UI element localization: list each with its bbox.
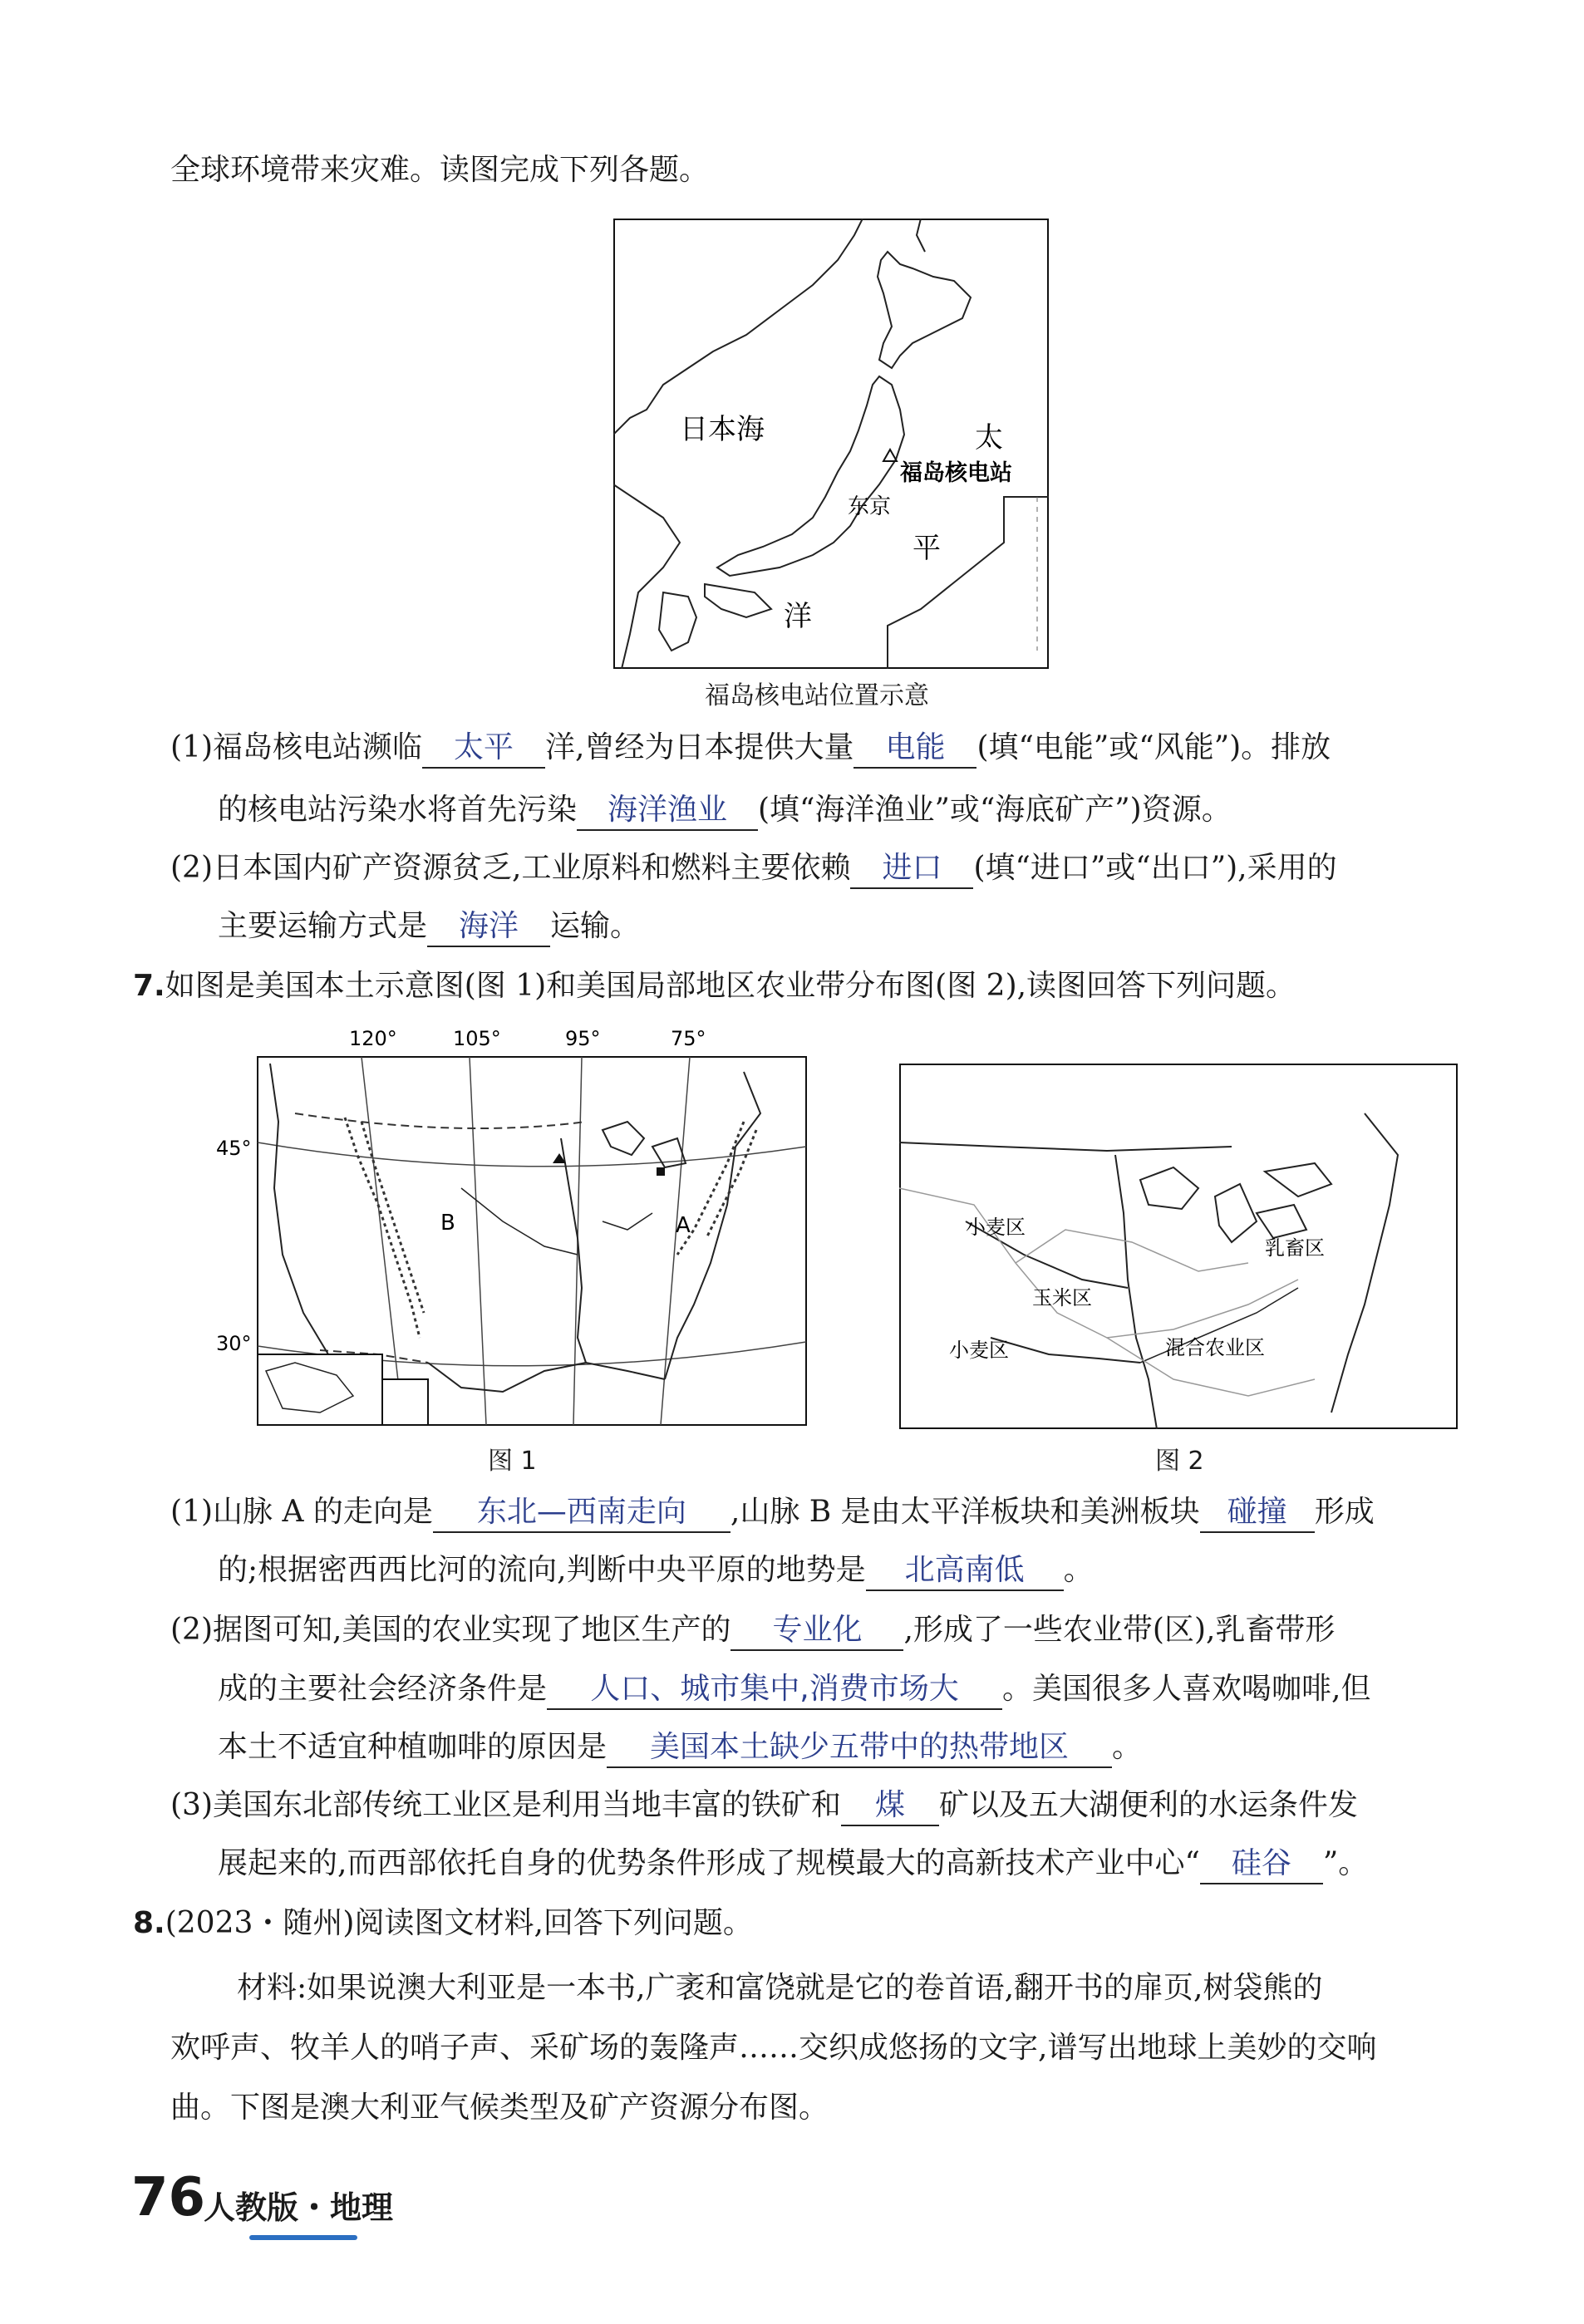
japan-map <box>613 219 1049 669</box>
zone-label: 混合农业区 <box>1165 1336 1265 1359</box>
q7-part1-line1: (1)山脉 A 的走向是 东北—西南走向 ,山脉 B 是由太平洋板块和美洲板块 碰撞 形成 <box>170 1491 1375 1533</box>
intro-line: 全球环境带来灾难。读图完成下列各题。 <box>170 153 710 187</box>
usa-map-fig1 <box>212 1022 810 1429</box>
answer-blank: 海洋渔业 <box>577 791 758 831</box>
lon-label: 95° <box>565 1027 601 1050</box>
q7-part3-line1: (3)美国东北部传统工业区是利用当地丰富的铁矿和 煤 矿以及五大湖便利的水运条件发 <box>170 1785 1358 1826</box>
q7-part2-line1: (2)据图可知,美国的农业实现了地区生产的 专业化 ,形成了一些农业带(区),乳畜带形 <box>170 1609 1335 1651</box>
q7-part2-line3: 本土不适宜种植咖啡的原因是 美国本土缺少五带中的热带地区 。 <box>218 1727 1142 1768</box>
lat-label: 30° <box>216 1332 252 1355</box>
lon-label: 105° <box>453 1027 501 1050</box>
answer-blank: 专业化 <box>731 1611 903 1651</box>
q8-stem: 8.(2023・随州)阅读图文材料,回答下列问题。 <box>133 1906 753 1940</box>
answer-blank: 海洋 <box>427 907 550 947</box>
japan-map-caption: 福岛核电站位置示意 <box>705 681 929 710</box>
q8-material-line3: 曲。下图是澳大利亚气候类型及矿产资源分布图。 <box>170 2091 829 2125</box>
label-sea-of-japan: 日本海 <box>680 413 765 446</box>
q7-part2-line2: 成的主要社会经济条件是 人口、城市集中,消费市场大 。美国很多人喜欢喝咖啡,但 <box>218 1668 1370 1710</box>
label-plant: 福岛核电站 <box>900 460 1012 486</box>
q6-part2-line2: 主要运输方式是 海洋 运输。 <box>218 906 640 947</box>
answer-blank: 电能 <box>853 729 976 769</box>
q6-part2-line1: (2)日本国内矿产资源贫乏,工业原料和燃料主要依赖 进口 (填“进口”或“出口”),采用的 <box>170 848 1337 889</box>
mountain-b-label: B <box>440 1211 455 1236</box>
zone-label: 小麦区 <box>966 1216 1026 1239</box>
zone-label: 小麦区 <box>949 1339 1009 1362</box>
mountain-a-label: A <box>676 1213 691 1238</box>
q8-material-line2: 欢呼声、牧羊人的哨子声、采矿场的轰隆声……交织成悠扬的文字,谱写出地球上美妙的交响 <box>170 2031 1377 2065</box>
answer-blank: 东北—西南走向 <box>433 1493 731 1533</box>
answer-blank: 碰撞 <box>1200 1493 1315 1533</box>
label-pacific-2: 平 <box>913 532 941 565</box>
lon-label: 120° <box>349 1027 397 1050</box>
answer-blank: 太平 <box>422 729 545 769</box>
fig2-caption: 图 2 <box>1155 1447 1204 1476</box>
q7-part1-line2: 的;根据密西西比河的流向,判断中央平原的地势是 北高南低 。 <box>218 1550 1094 1591</box>
q7-part3-line2: 展起来的,而西部依托自身的优势条件形成了规模最大的高新技术产业中心“ 硅谷 ”。 <box>218 1843 1368 1884</box>
answer-blank: 人口、城市集中,消费市场大 <box>547 1670 1002 1710</box>
zone-label: 玉米区 <box>1032 1286 1092 1309</box>
q6-part1-line1: (1)福岛核电站濒临 太平 洋,曾经为日本提供大量 电能 (填“电能”或“风能”)。排放 <box>170 727 1331 769</box>
footer-accent-bar <box>249 2235 357 2240</box>
answer-blank: 硅谷 <box>1200 1845 1323 1884</box>
answer-blank: 煤 <box>841 1786 939 1826</box>
fig1-caption: 图 1 <box>488 1447 537 1476</box>
book-title: 人教版・地理 <box>204 2189 394 2226</box>
answer-blank: 北高南低 <box>866 1551 1064 1591</box>
q7-stem: 7.如图是美国本土示意图(图 1)和美国局部地区农业带分布图(图 2),读图回答下列问题。 <box>133 969 1296 1003</box>
zone-label: 乳畜区 <box>1265 1236 1325 1260</box>
label-pacific-3: 洋 <box>784 600 812 633</box>
lat-label: 45° <box>216 1137 252 1160</box>
answer-blank: 美国本土缺少五带中的热带地区 <box>607 1728 1112 1768</box>
q6-part1-line2: 的核电站污染水将首先污染 海洋渔业 (填“海洋渔业”或“海底矿产”)资源。 <box>218 789 1232 831</box>
lon-label: 75° <box>671 1027 706 1050</box>
q8-material-line1: 材料:如果说澳大利亚是一本书,广袤和富饶就是它的卷首语,翻开书的扉页,树袋熊的 <box>237 1971 1323 2005</box>
usa-agriculture-fig2 <box>899 1064 1458 1429</box>
label-tokyo: 东京 <box>848 494 892 519</box>
label-pacific-1: 太 <box>975 421 1003 454</box>
page-number: 76 <box>131 2167 206 2228</box>
answer-blank: 进口 <box>850 849 973 889</box>
